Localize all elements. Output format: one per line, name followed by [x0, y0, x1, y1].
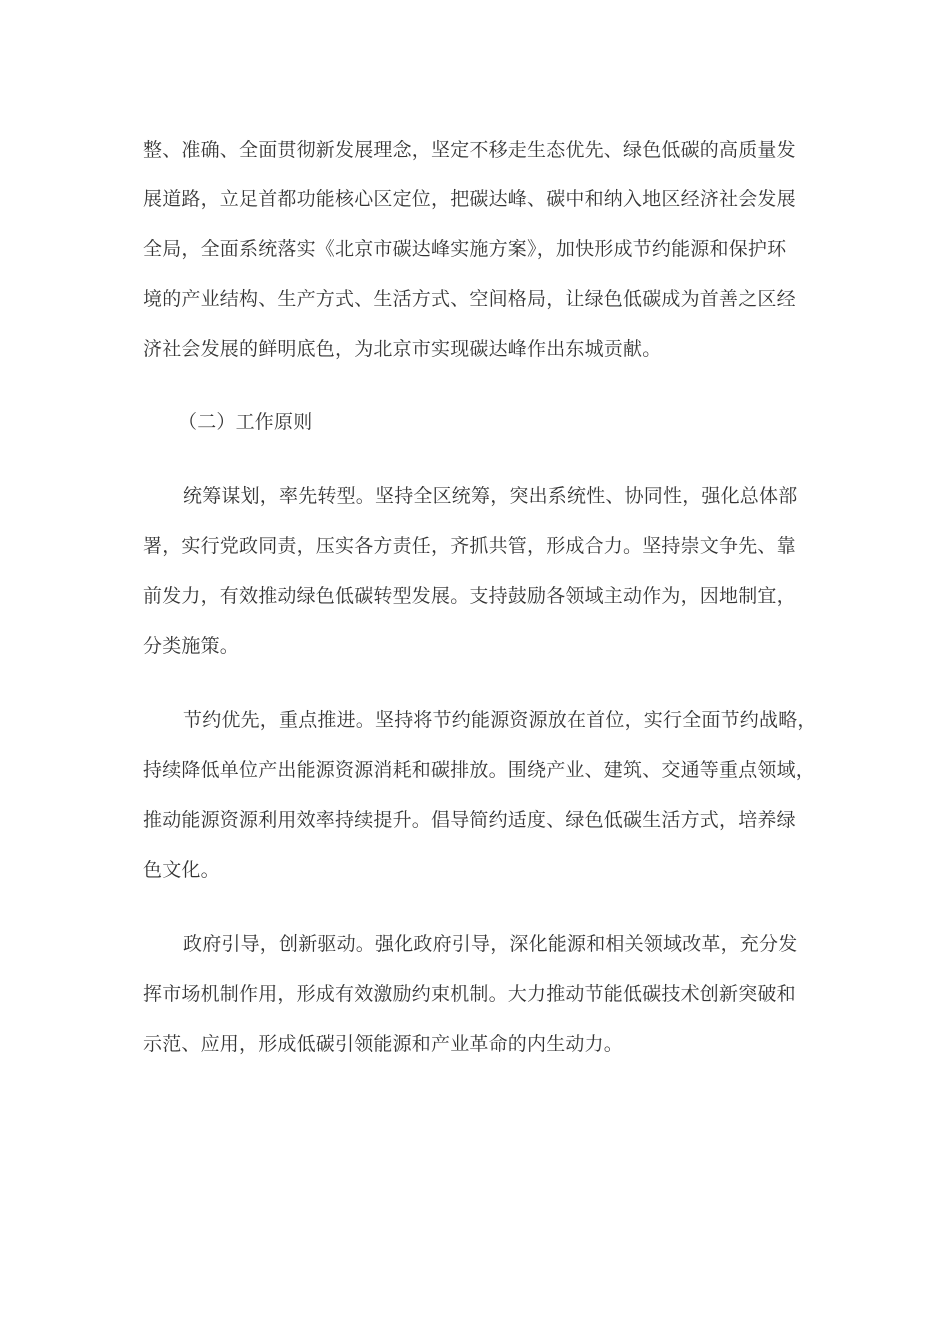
paragraph-3-line-2: 持续降低单位产出能源资源消耗和碳排放。围绕产业、建筑、交通等重点领域， — [143, 759, 816, 781]
paragraph-1-line-3: 全局，全面系统落实《北京市碳达峰实施方案》，加快形成节约能源和保护环 — [143, 238, 787, 260]
paragraph-1-line-1: 整、准确、全面贯彻新发展理念，坚定不移走生态优先、绿色低碳的高质量发 — [143, 139, 796, 161]
section-heading: （二）工作原则 — [178, 411, 313, 433]
paragraph-2-line-3: 前发力，有效推动绿色低碳转型发展。支持鼓励各领域主动作为，因地制宜， — [143, 585, 796, 607]
paragraph-2-line-4: 分类施策。 — [143, 635, 240, 657]
paragraph-4-line-3: 示范、应用，形成低碳引领能源和产业革命的内生动力。 — [143, 1033, 624, 1055]
paragraph-4-line-2: 挥市场机制作用，形成有效激励约束机制。大力推动节能低碳技术创新突破和 — [143, 983, 796, 1005]
paragraph-1-line-4: 境的产业结构、生产方式、生活方式、空间格局，让绿色低碳成为首善之区经 — [143, 288, 796, 310]
paragraph-2-line-1: 统筹谋划，率先转型。坚持全区统筹，突出系统性、协同性，强化总体部 — [183, 485, 798, 507]
paragraph-2-line-2: 署，实行党政同责，压实各方责任，齐抓共管，形成合力。坚持崇文争先、靠 — [143, 535, 796, 557]
paragraph-1-line-2: 展道路，立足首都功能核心区定位，把碳达峰、碳中和纳入地区经济社会发展 — [143, 188, 796, 210]
paragraph-4-line-1: 政府引导，创新驱动。强化政府引导，深化能源和相关领域改革，充分发 — [183, 933, 798, 955]
paragraph-3-line-1: 节约优先，重点推进。坚持将节约能源资源放在首位，实行全面节约战略， — [183, 709, 817, 731]
paragraph-3-line-4: 色文化。 — [143, 859, 220, 881]
paragraph-1-line-5: 济社会发展的鲜明底色，为北京市实现碳达峰作出东城贡献。 — [143, 338, 662, 360]
paragraph-3-line-3: 推动能源资源利用效率持续提升。倡导简约适度、绿色低碳生活方式，培养绿 — [143, 809, 796, 831]
